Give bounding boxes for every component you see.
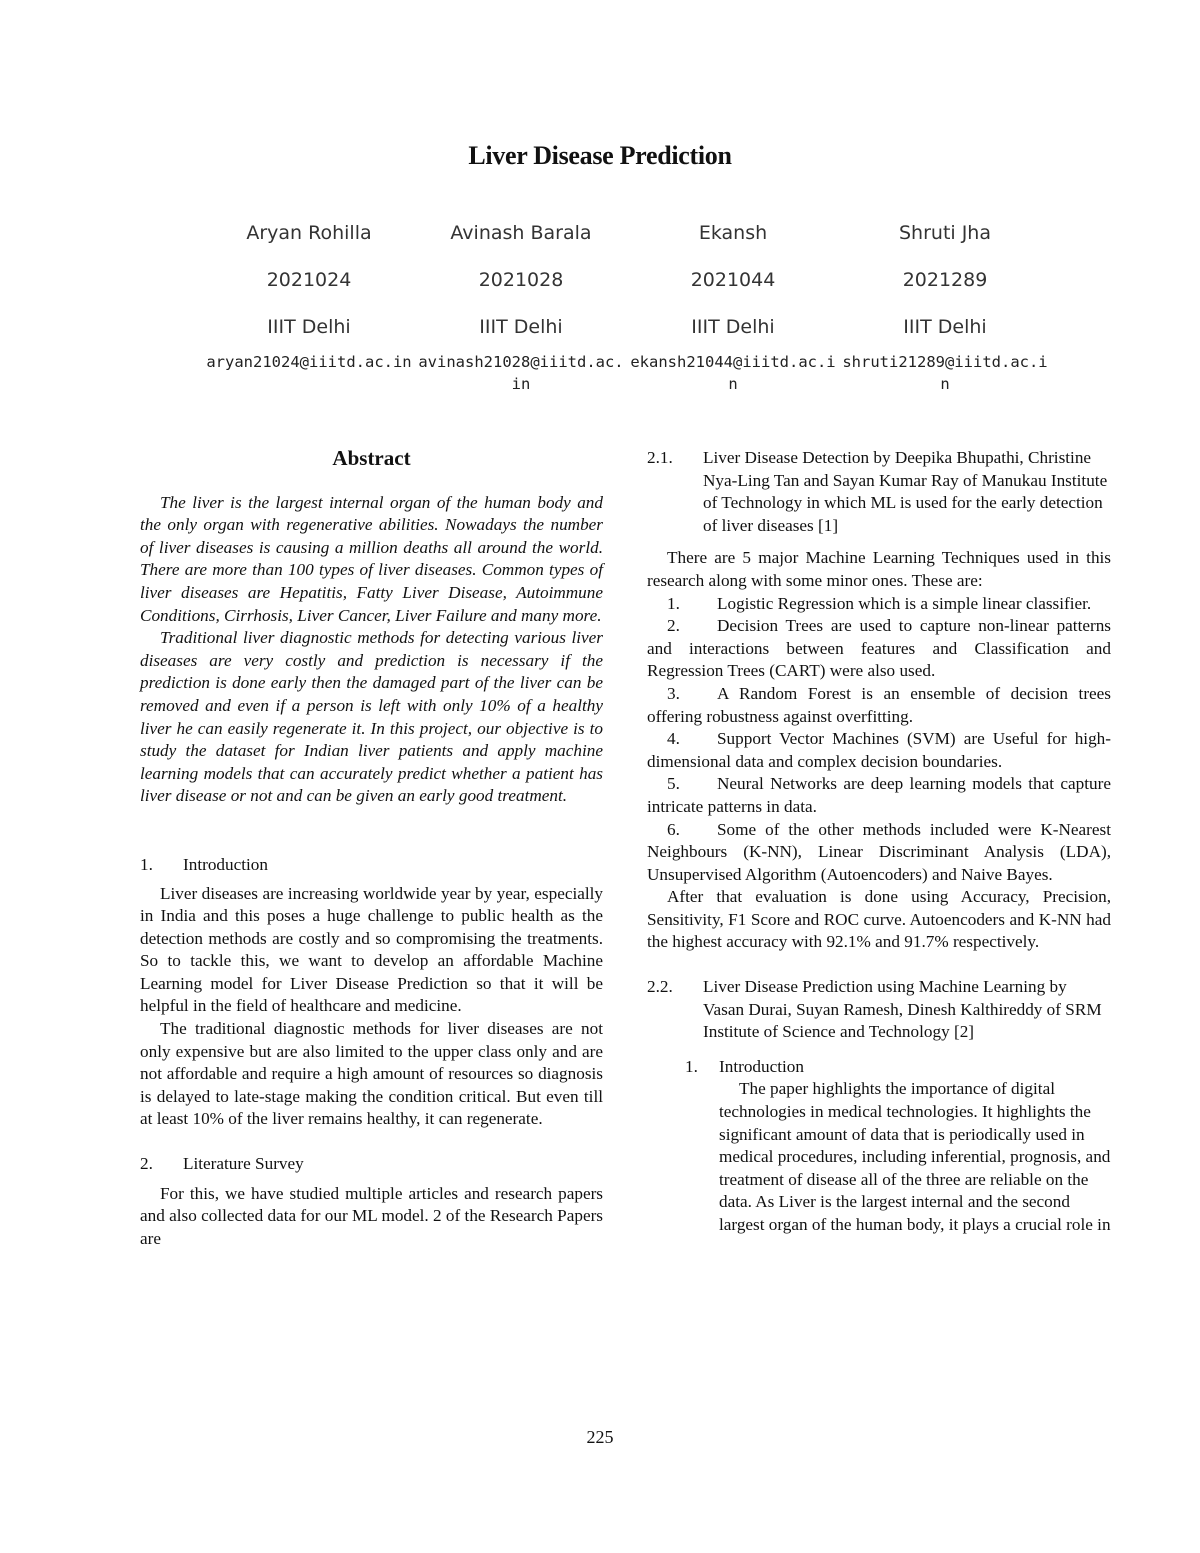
subsection-heading bbox=[647, 447, 1111, 537]
body-paragraph: The traditional diagnostic methods for liver diseases are not only expensive but are also limited to the upper class only and are not affordable and require a high amount of resources so diagnosis is delayed to late-stage making the condition critical. But even till at least 10% of the liver remains healthy, it can regenerate. bbox=[140, 1019, 603, 1129]
abstract-heading: Abstract bbox=[332, 446, 411, 470]
page-number: 225 bbox=[586, 1427, 614, 1447]
author-email: ekansh21044@iiitd.ac.in bbox=[630, 353, 836, 393]
author-name: Avinash Barala bbox=[450, 222, 592, 244]
author-id: 2021044 bbox=[690, 269, 776, 291]
list-item bbox=[647, 819, 1111, 887]
sub-item-text: The paper highlights the importance of digital technologies in medical technologies. It highlights the significant amount of data that is periodically used in medical procedures, including inferential, prognosis, and treatment of disease all of the three are reliable on the data. As Liver is the largest internal and the second largest organ of the human body, it plays a crucial role in bbox=[719, 1079, 1111, 1234]
list-text: Some of the other methods included were K-Nearest Neighbours (K-NN), Linear Discriminant Analysis (LDA), Unsupervised Algorithm (Autoencoders) and Naive Bayes. bbox=[647, 819, 1111, 884]
left-column bbox=[140, 447, 603, 1250]
sub-item bbox=[685, 1056, 1111, 1237]
body-paragraph: After that evaluation is done using Accuracy, Precision, Sensitivity, F1 Score and ROC curve. Autoencoders and K-NN had the highest accuracy with 92.1% and 91.7% respectively. bbox=[647, 887, 1111, 952]
list-number: 5. bbox=[667, 774, 680, 794]
author-block bbox=[840, 218, 1050, 395]
list-item bbox=[647, 728, 1111, 773]
list-number: 4. bbox=[667, 729, 680, 749]
list-text: Logistic Regression which is a simple linear classifier. bbox=[717, 593, 1092, 613]
section-number: 2. bbox=[140, 1154, 153, 1174]
list-number: 1. bbox=[667, 593, 680, 613]
list-item bbox=[647, 683, 1111, 728]
subsection-number: 2.2. bbox=[647, 977, 673, 997]
list-number: 2. bbox=[667, 616, 680, 636]
list-text: Decision Trees are used to capture non-linear patterns and interactions between features and Classification and Regression Trees (CART) were also used. bbox=[647, 616, 1111, 681]
subsection-heading bbox=[647, 976, 1111, 1044]
list-number: 6. bbox=[667, 819, 680, 839]
subsection-number: 2.1. bbox=[647, 448, 673, 467]
list-number: 3. bbox=[667, 683, 680, 703]
author-name: Aryan Rohilla bbox=[246, 222, 372, 244]
subsection-title: Liver Disease Prediction using Machine Learning by Vasan Durai, Suyan Ramesh, Dinesh Kalthireddy of SRM Institute of Science and Technology [2] bbox=[703, 977, 1102, 1042]
author-name: Shruti Jha bbox=[898, 222, 991, 244]
author-email: aryan21024@iiitd.ac.in bbox=[206, 353, 412, 371]
author-institute: IIIT Delhi bbox=[691, 316, 775, 338]
section-title: Introduction bbox=[183, 854, 268, 874]
author-email: avinash21028@iiitd.ac.in bbox=[418, 353, 624, 393]
section-heading bbox=[140, 1153, 603, 1176]
author-institute: IIIT Delhi bbox=[267, 316, 351, 338]
abstract-paragraph: Traditional liver diagnostic methods for detecting various liver diseases are very costly and prediction is necessary if the prediction is done early then the damaged part of the liver can be removed and even if a person is left with only 10% of a healthy liver he can easily regenerate it. In this project, our objective is to study the dataset for Indian liver patients and apply machine learning models that can accurately predict whether a patient has liver disease or not and can be given an early good treatment. bbox=[140, 628, 603, 806]
sub-item-number: 1. bbox=[685, 1056, 698, 1076]
subsection-title: Liver Disease Detection by Deepika Bhupathi, Christine Nya-Ling Tan and Sayan Kumar Ray of Manukau Institute of Technology in which ML is used for the early detection of liver diseases [1] bbox=[703, 448, 1108, 535]
list-item bbox=[647, 593, 1111, 616]
author-block bbox=[628, 218, 838, 395]
sub-item-heading: Introduction bbox=[719, 1056, 804, 1076]
paper-title: Liver Disease Prediction bbox=[468, 141, 732, 170]
list-text: Neural Networks are deep learning models that capture intricate patterns in data. bbox=[647, 774, 1111, 816]
list-text: Support Vector Machines (SVM) are Useful for high-dimensional data and complex decision boundaries. bbox=[647, 729, 1111, 771]
abstract-paragraph: The liver is the largest internal organ of the human body and the only organ with regenerative abilities. Nowadays the number of liver diseases is causing a million deaths all around the world. There are more than 100 types of liver diseases. Common types of liver diseases are Hepatitis, Fatty Liver Disease, Autoimmune Conditions, Cirrhosis, Liver Cancer, Liver Failure and many more. bbox=[140, 492, 603, 625]
author-block bbox=[204, 218, 414, 373]
list-item bbox=[647, 615, 1111, 683]
list-text: A Random Forest is an ensemble of decision trees offering robustness against overfitting. bbox=[647, 683, 1111, 726]
author-id: 2021024 bbox=[266, 269, 352, 291]
section-number: 1. bbox=[140, 854, 153, 874]
right-column bbox=[647, 447, 1111, 1237]
list-item bbox=[647, 773, 1111, 818]
author-institute: IIIT Delhi bbox=[903, 316, 987, 338]
author-block bbox=[416, 218, 626, 395]
body-paragraph: There are 5 major Machine Learning Techniques used in this research along with some minor ones. These are: bbox=[647, 548, 1111, 590]
body-paragraph: Liver diseases are increasing worldwide year by year, especially in India and this poses a huge challenge to public health as the detection methods are costly and so compromising the treatments. So to tackle this, we want to develop an affordable Machine Learning model for Liver Disease Prediction so that it will be helpful in the field of healthcare and medicine. bbox=[140, 883, 603, 1016]
author-institute: IIIT Delhi bbox=[479, 316, 563, 338]
section-title: Literature Survey bbox=[183, 1154, 304, 1174]
author-name: Ekansh bbox=[698, 222, 768, 244]
author-id: 2021028 bbox=[478, 269, 564, 291]
body-paragraph: For this, we have studied multiple articles and research papers and also collected data for our ML model. 2 of the Research Papers are bbox=[140, 1183, 603, 1248]
section-heading bbox=[140, 854, 603, 877]
author-id: 2021289 bbox=[902, 269, 988, 291]
author-email: shruti21289@iiitd.ac.in bbox=[842, 353, 1048, 393]
